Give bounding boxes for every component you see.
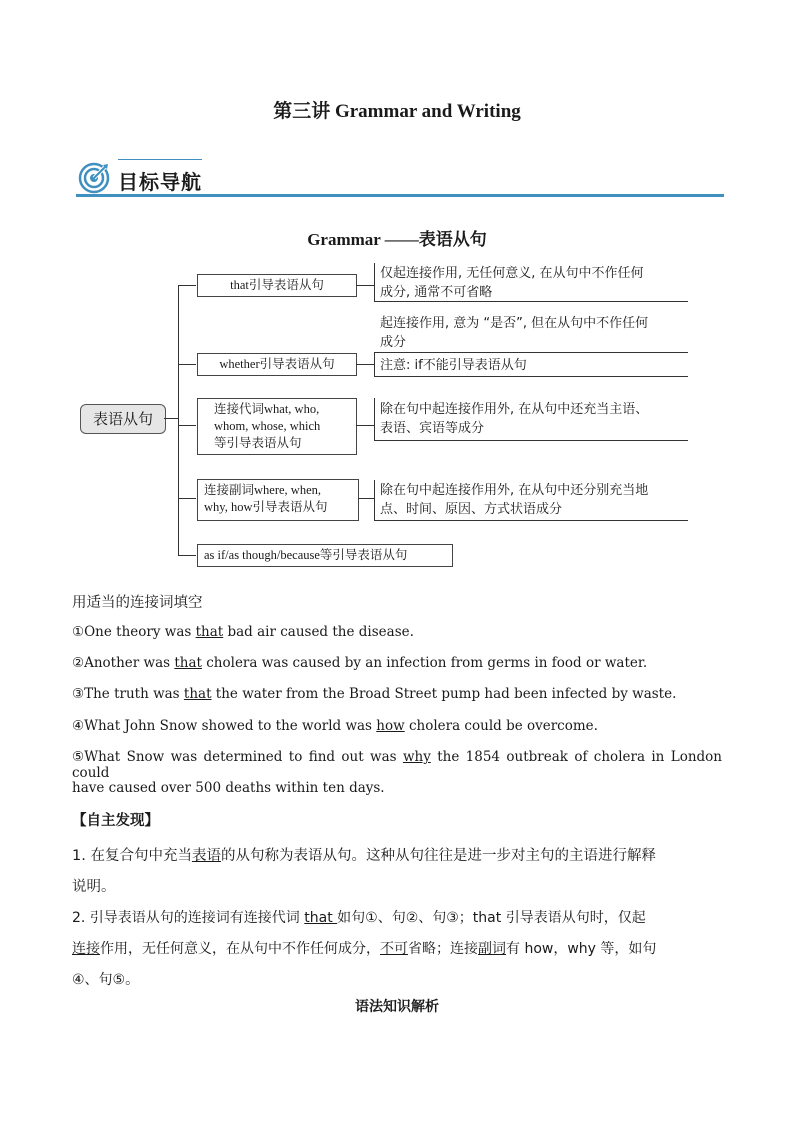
grammar-subtitle: Grammar ——表语从句 (307, 230, 487, 249)
branch-stub (178, 285, 196, 286)
branch-pronouns: 连接代词what, who, whom, whose, which 等引导表语从句 (197, 398, 357, 455)
note-link (356, 364, 374, 365)
branch-label: whether引导表语从句 (219, 357, 335, 371)
answer-blank: why (402, 749, 431, 765)
branch-stub (178, 498, 196, 499)
branch-note: 起连接作用, 意为 “是否”, 但在从句中不作任何 成分 (380, 316, 649, 350)
note-link (356, 285, 374, 286)
branch-note: 除在句中起连接作用外, 在从句中还分别充当地 点、时间、原因、方式状语成分 (380, 483, 649, 517)
discovery-point-1: 1. 在复合句中充当表语的从句称为表语从句。这种从句往往是进一步对主句的主语进行解释 说明。 (72, 848, 656, 895)
note-link (358, 498, 374, 499)
branch-note: 仅起连接作用, 无任何意义, 在从句中不作任何 成分, 通常不可省略 (380, 266, 644, 300)
exercise-item: ④What John Snow showed to the world was how cholera could be overcome. (72, 718, 598, 734)
target-icon (78, 162, 110, 194)
note-underline (374, 520, 688, 521)
note-link (356, 425, 374, 426)
section-label: 目标导航 (118, 170, 202, 194)
exercise-item-cont: have caused over 500 deaths within ten days. (72, 780, 385, 796)
note-bracket (374, 263, 375, 301)
note-underline (374, 352, 688, 353)
branch-adverbs: 连接副词where, when, why, how引导表语从句 (197, 479, 359, 521)
trunk-line (178, 285, 179, 555)
exercise-instruction: 用适当的连接词填空 (72, 595, 203, 611)
footer-heading: 语法知识解析 (355, 999, 439, 1015)
branch-stub (178, 425, 196, 426)
branch-as-if (197, 544, 453, 567)
note-underline (374, 440, 688, 441)
branch-stub (178, 364, 196, 365)
exercise-item: ③The truth was that the water from the Broad Street pump had been infected by waste. (72, 686, 677, 702)
exercise-item: ⑤What Snow was determined to find out was why the 1854 outbreak of cholera in London could (72, 749, 722, 781)
note-bracket (374, 352, 375, 376)
note-underline (374, 376, 688, 377)
answer-blank: that (195, 624, 224, 640)
exercise-item: ②Another was that cholera was caused by an infection from germs in food or water. (72, 655, 648, 671)
answer-blank: that (183, 686, 212, 702)
branch-whether (197, 353, 357, 376)
page-title: 第三讲 Grammar and Writing (273, 101, 521, 122)
answer-blank: how (376, 718, 405, 734)
branch-note: 除在句中起连接作用外, 在从句中还充当主语、 表语、宾语等成分 (380, 402, 649, 436)
branch-warning: 注意: if不能引导表语从句 (380, 358, 527, 373)
branch-that (197, 274, 357, 297)
discovery-point-2: 2. 引导表语从句的连接词有连接代词 that 如句①、句②、句③；that 引导表语从句时，仅起 连接作用，无任何意义，在从句中不作任何成分，不可省略；连接副词有 how，why 等，如句 ④、句⑤。 (72, 910, 657, 988)
branch-stub (178, 555, 196, 556)
branch-label: that引导表语从句 (230, 278, 324, 292)
note-bracket (374, 398, 375, 440)
note-bracket (374, 480, 375, 520)
answer-blank: that (174, 655, 202, 671)
exercise-item: ①One theory was that bad air caused the disease. (72, 624, 414, 640)
section-rule (76, 194, 724, 197)
section-top-rule (118, 159, 202, 160)
root-connector (164, 418, 178, 419)
mindmap-root: 表语从句 (80, 404, 166, 434)
discovery-heading: 【自主发现】 (72, 813, 159, 829)
branch-label: as if/as though/because等引导表语从句 (204, 548, 408, 562)
